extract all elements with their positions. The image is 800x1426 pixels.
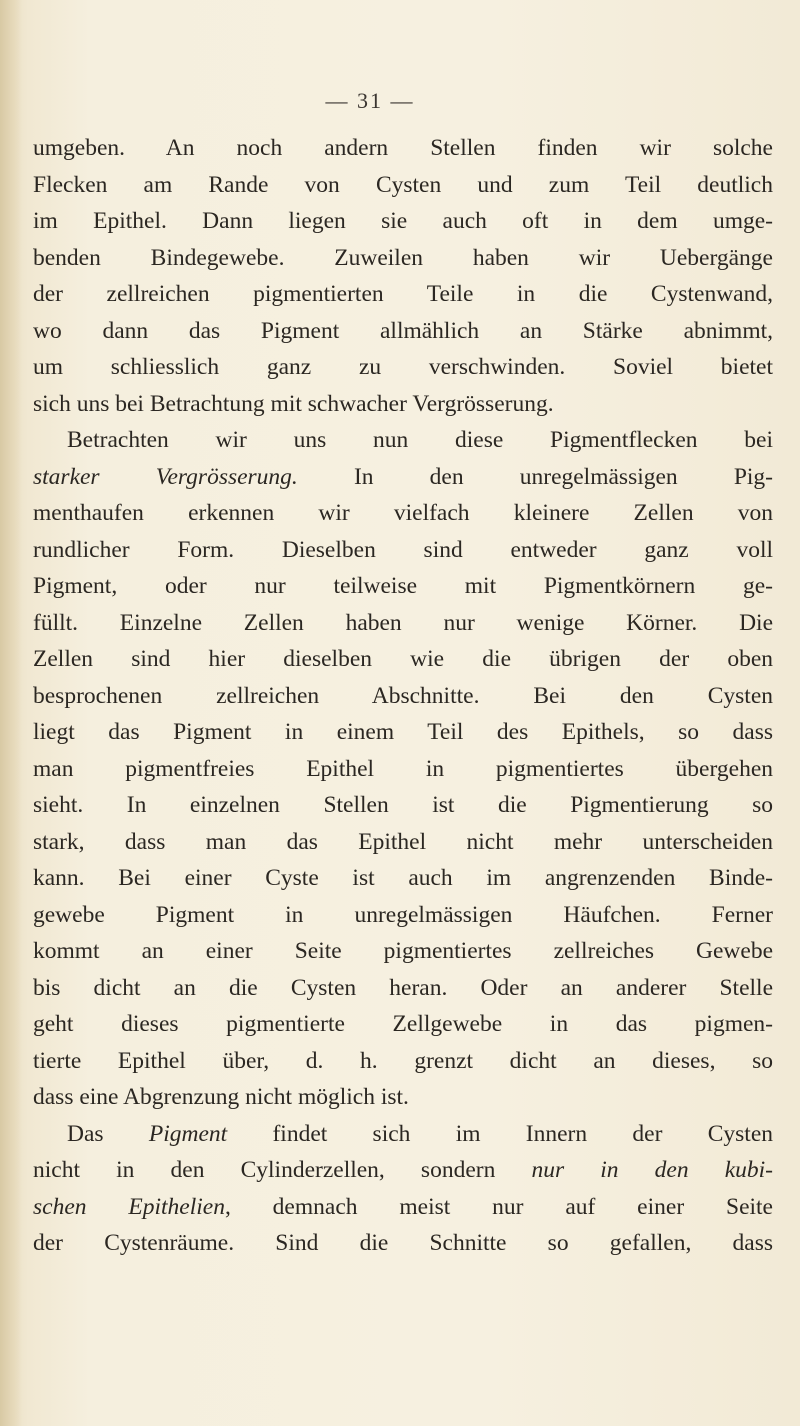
text-line: stark, dass man das Epithel nicht mehr unterscheiden	[33, 828, 773, 855]
text-line: besprochenen zellreichen Abschnitte. Bei den Cysten	[33, 682, 773, 709]
body-text	[33, 130, 773, 1262]
text-line: Zellen sind hier dieselben wie die übrigen der oben	[33, 646, 773, 672]
text-line: umgeben. An noch andern Stellen finden wir solche	[33, 135, 773, 161]
text-line: tierte Epithel über, d. h. grenzt dicht an dieses, so	[33, 1047, 773, 1074]
text-line: man pigmentfreies Epithel in pigmentiertes übergehen	[33, 755, 773, 782]
text-line: der Cystenräume. Sind die Schnitte so gefallen, dass	[33, 1230, 773, 1256]
text-line: gewebe Pigment in unregelmässigen Häufchen. Ferner	[33, 901, 773, 928]
text-line: kommt an einer Seite pigmentiertes zellreiches Gewebe	[33, 938, 773, 964]
text-line: sieht. In einzelnen Stellen ist die Pigmentierung so	[33, 792, 773, 818]
text-line: liegt das Pigment in einem Teil des Epithels, so dass	[33, 719, 773, 745]
page-gutter	[0, 0, 22, 1426]
text-line: füllt. Einzelne Zellen haben nur wenige Körner. Die	[33, 609, 773, 636]
text-line: dass eine Abgrenzung nicht möglich ist.	[33, 1084, 409, 1110]
text-line: menthaufen erkennen wir vielfach kleinere Zellen von	[33, 500, 773, 526]
text-line: wo dann das Pigment allmählich an Stärke abnimmt,	[33, 317, 773, 344]
text-line: bis dicht an die Cysten heran. Oder an anderer Stelle	[33, 974, 773, 1001]
text-line: der zellreichen pigmentierten Teile in die Cystenwand,	[33, 281, 773, 307]
emphasis: starker Vergrösserung.	[33, 463, 298, 490]
text-line: Pigment, oder nur teilweise mit Pigmentkörnern ge-	[33, 573, 773, 599]
text-line: im Epithel. Dann liegen sie auch oft in dem umge-	[33, 208, 773, 234]
text-line: nicht in den Cylinderzellen, sondern nur in den kubi-	[33, 1157, 774, 1183]
text-line: sich uns bei Betrachtung mit schwacher Vergrösserung.	[33, 390, 554, 417]
text-line: kann. Bei einer Cyste ist auch im angrenzenden Binde-	[33, 865, 773, 891]
text-line: starker Vergrösserung. In den unregelmässigen Pig-	[33, 463, 773, 490]
text-line: schen Epithelien, demnach meist nur auf einer Seite	[33, 1193, 773, 1220]
text-line: benden Bindegewebe. Zuweilen haben wir Uebergänge	[33, 244, 773, 271]
text-line: Betrachten wir uns nun diese Pigmentflecken bei	[67, 427, 773, 453]
page-number-header: — 31 —	[325, 88, 415, 113]
text-line: geht dieses pigmentierte Zellgewebe in das pigmen-	[33, 1011, 773, 1037]
text-line: um schliesslich ganz zu verschwinden. Soviel bietet	[33, 354, 773, 380]
emphasis: nur in den kubi-	[531, 1157, 774, 1183]
text-line: Flecken am Rande von Cysten und zum Teil deutlich	[33, 171, 773, 198]
emphasis: schen Epithelien	[33, 1193, 225, 1220]
text-line: Das Pigment findet sich im Innern der Cysten	[67, 1120, 773, 1147]
emphasis: Pigment	[148, 1120, 228, 1147]
text-line: rundlicher Form. Dieselben sind entweder ganz voll	[33, 536, 773, 563]
